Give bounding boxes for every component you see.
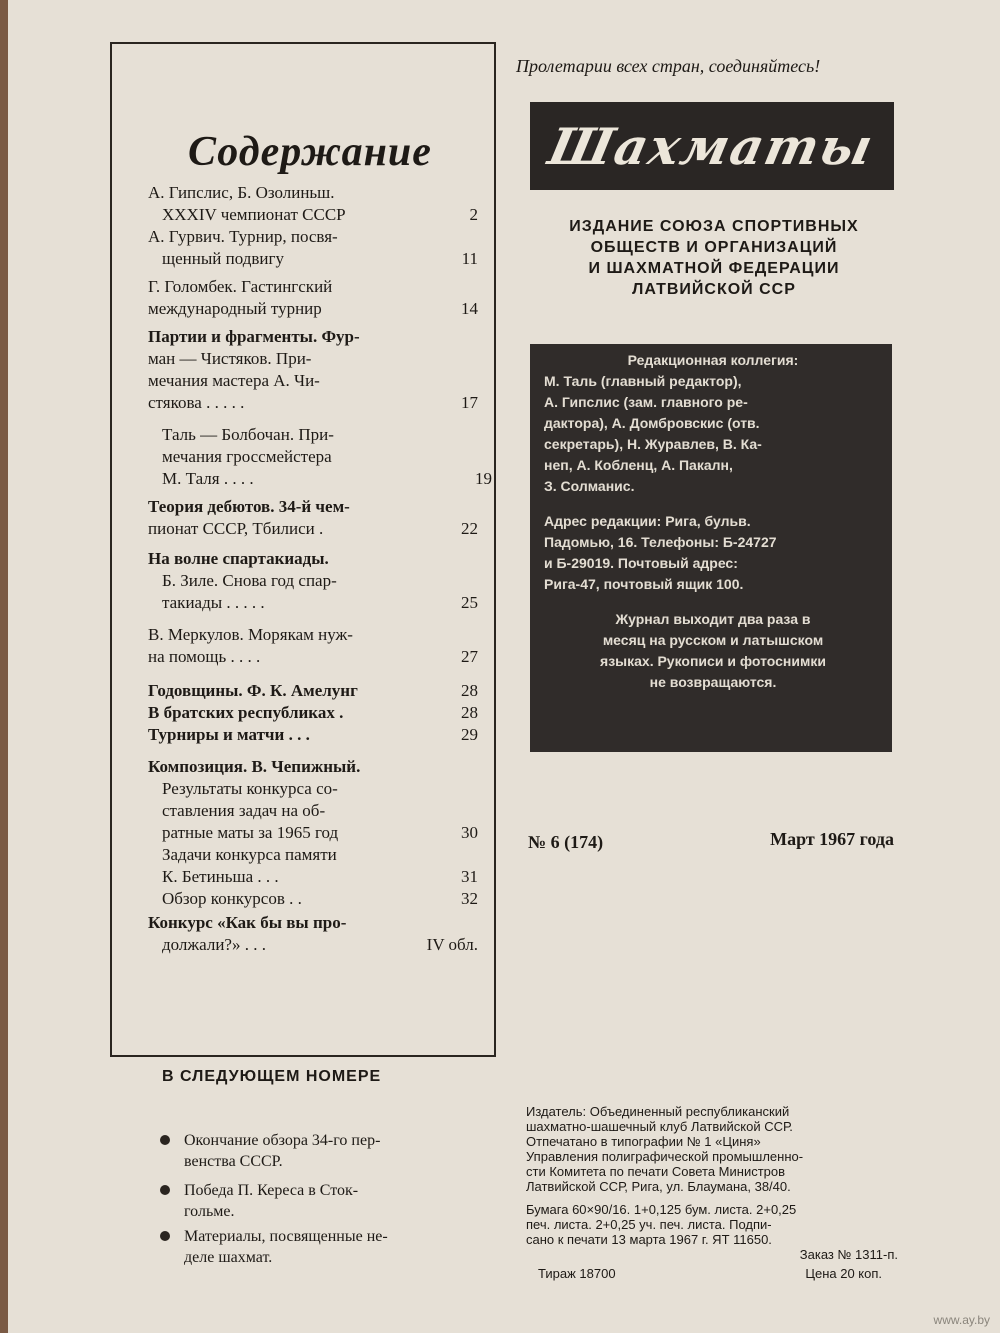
next-issue-item	[160, 1226, 480, 1268]
next-issue-item	[160, 1180, 480, 1222]
toc-line-text: В братских республиках .	[148, 703, 344, 722]
toc-page-number: 27	[461, 647, 478, 666]
toc-line	[148, 248, 478, 270]
slogan: Пролетарии всех стран, соединяйтесь!	[516, 56, 821, 76]
imprint-print-details	[526, 1202, 898, 1247]
board-line: не возвращаются.	[649, 674, 777, 690]
imprint-line: Бумага 60×90/16. 1+0,125 бум. листа. 2+0,25	[526, 1202, 797, 1217]
order-number: Заказ № 1311-п.	[799, 1247, 898, 1262]
toc-line-text: Партии и фрагменты. Фур-	[148, 327, 360, 346]
toc-line	[148, 822, 478, 844]
toc-line-text: ман — Чистяков. При-	[148, 349, 312, 368]
toc-page-number: 2	[469, 205, 478, 224]
price: Цена 20 коп.	[805, 1266, 882, 1281]
toc-line	[148, 888, 478, 910]
toc-line	[148, 624, 478, 646]
publisher-line: ИЗДАНИЕ СОЮЗА СПОРТИВНЫХ	[569, 218, 859, 235]
toc-line-text: Годовщины. Ф. К. Амелунг	[148, 681, 358, 700]
board-line: языках. Рукописи и фотоснимки	[600, 653, 826, 669]
board-line: секретарь), Н. Журавлев, В. Ка-	[544, 436, 762, 452]
next-issue-line: деле шахмат.	[184, 1249, 273, 1266]
toc-line	[148, 702, 478, 724]
toc-line-text: мечания мастера А. Чи-	[148, 371, 320, 390]
board-line: Рига-47, почтовый ящик 100.	[544, 576, 744, 592]
board-line: дактора), А. Домбровскис (отв.	[544, 415, 760, 431]
toc-line-text: Обзор конкурсов . .	[162, 889, 302, 908]
magazine-logo	[530, 102, 894, 190]
toc-line	[148, 226, 478, 248]
next-issue-line: Материалы, посвященные не-	[184, 1228, 388, 1245]
imprint-line: Отпечатано в типографии № 1 «Циня»	[526, 1134, 761, 1149]
next-issue-line: гольме.	[184, 1203, 235, 1220]
toc-line-text: Таль — Болбочан. При-	[162, 425, 334, 444]
board-line: неп, А. Кобленц, А. Пакалн,	[544, 457, 733, 473]
toc-line-text: А. Гурвич. Турнир, посвя-	[148, 227, 338, 246]
publisher-line: ОБЩЕСТВ И ОРГАНИЗАЦИЙ	[590, 239, 838, 256]
toc-entry	[148, 624, 478, 668]
toc-line-text: А. Гипслис, Б. Озолиньш.	[148, 183, 335, 202]
board-line: М. Таль (главный редактор),	[544, 373, 742, 389]
editorial-board-box	[530, 344, 892, 752]
toc-page-number: 11	[461, 249, 478, 268]
toc-line	[148, 326, 478, 348]
circulation: Тираж 18700	[538, 1266, 616, 1281]
toc-line-text: Композиция. В. Чепижный.	[148, 757, 361, 776]
toc-entry	[148, 496, 478, 540]
toc-line-text: Теория дебютов. 34-й чем-	[148, 497, 350, 516]
toc-line-text: Турниры и матчи . . .	[148, 725, 310, 744]
journal-notice	[544, 609, 882, 693]
toc-page-number: 28	[461, 703, 478, 722]
imprint-line: сано к печати 13 марта 1967 г. ЯТ 11650.	[526, 1232, 772, 1247]
toc-line-text: Результаты конкурса со-	[162, 779, 338, 798]
toc-line-text: ставления задач на об-	[162, 801, 326, 820]
imprint-line: Латвийской ССР, Рига, ул. Блаумана, 38/40.	[526, 1179, 791, 1194]
publisher-line: И ШАХМАТНОЙ ФЕДЕРАЦИИ	[588, 260, 840, 277]
toc-line	[148, 756, 478, 778]
toc-line-text: Конкурс «Как бы вы про-	[148, 913, 347, 932]
toc-line-text: такиады . . . . .	[162, 593, 265, 612]
editorial-board	[544, 350, 882, 497]
toc-page-number: 17	[461, 393, 478, 412]
toc-entry	[148, 326, 478, 414]
board-line: З. Солманис.	[544, 478, 635, 494]
toc-line	[148, 496, 478, 518]
imprint-publisher	[526, 1104, 898, 1194]
toc-line	[148, 592, 478, 614]
toc-page-number: 31	[461, 867, 478, 886]
toc-page-number: 28	[461, 681, 478, 700]
imprint-line: сти Комитета по печати Совета Министров	[526, 1164, 786, 1179]
toc-line	[148, 844, 478, 866]
issue-date: Март 1967 года	[770, 829, 894, 849]
publisher-statement	[528, 216, 900, 300]
toc-title: Содержание	[188, 129, 432, 175]
toc-line-text: ратные маты за 1965 год	[162, 823, 339, 842]
bullet-icon	[160, 1185, 170, 1195]
issue-number: № 6 (174)	[528, 832, 604, 852]
imprint-line: шахматно-шашечный клуб Латвийской ССР.	[526, 1119, 793, 1134]
toc-line	[162, 468, 492, 490]
next-issue-line: Победа П. Кереса в Сток-	[184, 1182, 359, 1199]
board-line: Адрес редакции: Рига, бульв.	[544, 513, 751, 529]
toc-page-number: 25	[461, 593, 478, 612]
toc-entry	[162, 424, 492, 490]
toc-line-text: Б. Зиле. Снова год спар-	[162, 571, 337, 590]
toc-line	[148, 912, 478, 934]
toc-entry	[148, 276, 478, 320]
board-line: Редакционная коллегия:	[627, 352, 799, 368]
toc-line-text: М. Таля . . . .	[162, 469, 254, 488]
toc-line-text: Задачи конкурса памяти	[162, 845, 337, 864]
toc-line-text: На волне спартакиады.	[148, 549, 329, 568]
board-line: и Б-29019. Почтовый адрес:	[544, 555, 738, 571]
imprint-line: Управления полиграфической промышленно-	[526, 1149, 804, 1164]
toc-line	[162, 424, 492, 446]
toc-entry	[148, 226, 478, 270]
board-line: Падомью, 16. Телефоны: Б-24727	[544, 534, 777, 550]
toc-line-text: К. Бетиньша . . .	[162, 867, 279, 886]
toc-line	[148, 348, 478, 370]
toc-line-text: должали?» . . .	[162, 935, 266, 954]
imprint	[526, 1104, 898, 1281]
circulation-row	[526, 1266, 898, 1281]
next-issue-line: Окончание обзора 34-го пер-	[184, 1132, 381, 1149]
toc-line-text: мечания гроссмейстера	[162, 447, 332, 466]
toc-entry	[148, 182, 478, 226]
toc-line	[148, 298, 478, 320]
board-line: А. Гипслис (зам. главного ре-	[544, 394, 748, 410]
toc-line-text: международный турнир	[148, 299, 322, 318]
toc-entry	[148, 756, 478, 910]
imprint-line: печ. листа. 2+0,25 уч. печ. листа. Подпи-	[526, 1217, 772, 1232]
toc-line-text: стякова . . . . .	[148, 393, 245, 412]
next-issue-title: В СЛЕДУЮЩЕМ НОМЕРЕ	[162, 1068, 382, 1085]
bullet-icon	[160, 1231, 170, 1241]
toc-page-number: 14	[461, 299, 478, 318]
next-issue-line: венства СССР.	[184, 1153, 283, 1170]
toc-line	[148, 570, 478, 592]
toc-line	[148, 800, 478, 822]
toc-page-number: 32	[461, 889, 478, 908]
toc-page-number: 29	[461, 725, 478, 744]
toc-line-text: пионат СССР, Тбилиси .	[148, 519, 324, 538]
bullet-icon	[160, 1135, 170, 1145]
toc-entry	[148, 680, 478, 746]
toc-line	[148, 204, 478, 226]
toc-entry	[148, 912, 478, 956]
toc-line	[148, 778, 478, 800]
toc-line-text: В. Меркулов. Морякам нуж-	[148, 625, 353, 644]
toc-page-number: 19	[475, 469, 492, 488]
toc-line	[148, 276, 478, 298]
toc-line	[148, 724, 478, 746]
imprint-line: Издатель: Объединенный республиканский	[526, 1104, 790, 1119]
toc-page-number: IV обл.	[426, 935, 478, 954]
toc-line-text: XXXIV чемпионат СССР	[162, 205, 346, 224]
toc-line	[162, 446, 492, 468]
board-line: Журнал выходит два раза в	[615, 611, 811, 627]
toc-line	[148, 680, 478, 702]
toc-line	[148, 934, 478, 956]
toc-line-text: Г. Голомбек. Гастингский	[148, 277, 333, 296]
logo-text: Шахматы	[544, 116, 880, 176]
toc-line-text: щенный подвигу	[162, 249, 284, 268]
editorial-address	[544, 511, 882, 595]
toc-page-number: 22	[461, 519, 478, 538]
board-line: месяц на русском и латышском	[602, 632, 824, 648]
toc-line	[148, 548, 478, 570]
watermark: www.ay.by	[933, 1313, 990, 1327]
toc-line-text: на помощь . . . .	[148, 647, 261, 666]
next-issue-item	[160, 1130, 480, 1172]
toc-page-number: 30	[461, 823, 478, 842]
toc-entry	[148, 548, 478, 614]
toc-line	[148, 646, 478, 668]
background-wall	[0, 0, 8, 1333]
toc-line	[148, 866, 478, 888]
toc-line	[148, 392, 478, 414]
toc-line	[148, 518, 478, 540]
publisher-line: ЛАТВИЙСКОЙ ССР	[632, 281, 796, 298]
toc-line	[148, 370, 478, 392]
toc-line	[148, 182, 478, 204]
